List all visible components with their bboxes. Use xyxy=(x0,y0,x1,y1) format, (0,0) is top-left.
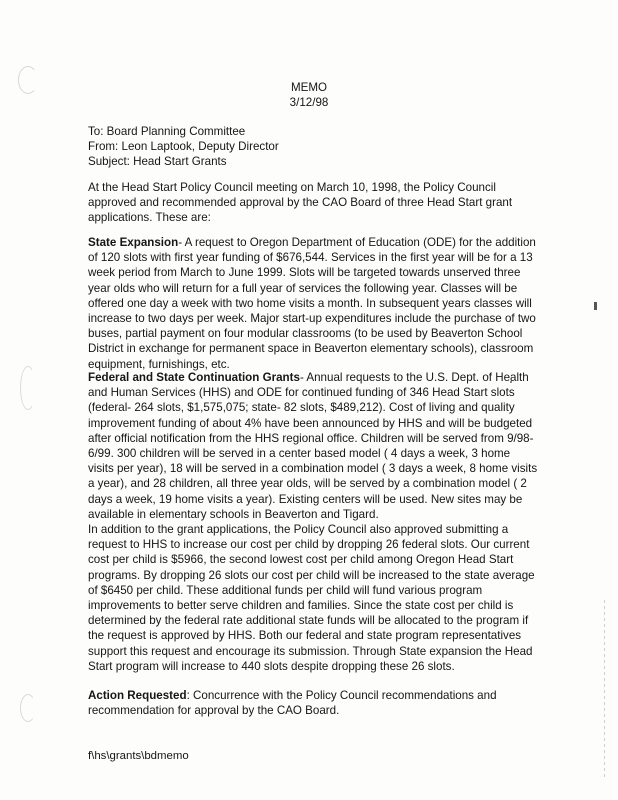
state-expansion-text: - A request to Oregon Department of Education (ODE) for the addition of 120 slots with first year funding of $676,544. Services in the first year will be for a 13 week period from March to June 1999. Slots will be targeted towards unserved three year olds who will return for a full year of services the following year. Classes will be offered one day a week with two home visits a month. In subsequent years classes will increase to two days per week. Major start-up expenditures include the purchase of two buses, partial payment on four modular classrooms (to be used by Beaverton School District in exchange for permanent space in Beaverton elementary schools), classroom equipment, furnishings, etc. xyxy=(88,236,536,371)
memo-subject: Subject: Head Start Grants xyxy=(88,155,227,169)
federal-state-paragraph xyxy=(88,370,538,522)
state-expansion-paragraph xyxy=(88,235,538,372)
scan-speck xyxy=(594,302,597,310)
punch-hole-mark xyxy=(20,366,36,410)
memo-address-block xyxy=(88,124,548,170)
federal-state-text: - Annual requests to the U.S. Dept. of Health and Human Services (HHS) and ODE for continued funding of 346 Head Start slots (federal- 264 slots, $1,575,075; state- 82 slots, $489,212). Cost of living and quality improvement funding of about 4% have been announced by HHS and will be budgeted after official notification from the HHS regional office. Children will be served from 9/98-6/99. 300 children will be served in a center based model ( 4 days a week, 3 home visits per year), 18 will be served in a combination model ( 3 days a week, 8 home visits a year), and 28 children, all three year olds, will be served by a combination model ( 2 days a week, 19 home visits a year). Existing centers will be used. New sites may be available in elementary schools in Beaverton and Tigard. xyxy=(88,371,538,521)
file-path: f\hs\grants\bdmemo xyxy=(88,750,189,762)
scan-edge xyxy=(604,600,605,780)
memo-title: MEMO xyxy=(290,81,328,94)
memo-date: 3/12/98 xyxy=(289,96,329,109)
action-paragraph xyxy=(88,688,538,718)
federal-state-heading: Federal and State Continuation Grants xyxy=(88,371,300,384)
addition-paragraph: In addition to the grant applications, the Policy Council also approved submitting a request to HHS to increase our cost per child by dropping 26 federal slots. Our current cost per child is $5966, the second lowest cost per child among Oregon Head Start programs. By dropping 26 slots our cost per child will be increased to the state average of $6450 per child. These additional funds per child will fund various program improvements to better serve children and families. Since the state cost per child is determined by the federal rate additional state funds will be allocated to the program if the request is approved by HHS. Both our federal and state program representatives support this request and encourage its submission. Through State expansion the Head Start program will increase to 440 slots despite dropping these 26 slots. xyxy=(88,523,535,673)
intro-paragraph: At the Head Start Policy Council meeting on March 10, 1998, the Policy Council approved and recommended approval by the CAO Board of three Head Start grant applications. These are: xyxy=(88,181,513,225)
memo-to: To: Board Planning Committee xyxy=(88,125,246,138)
action-text: : Concurrence with the Policy Council recommendations and recommendation for approval by the CAO Board. xyxy=(88,689,497,718)
memo-from: From: Leon Laptook, Deputy Director xyxy=(88,140,279,154)
action-heading: Action Requested xyxy=(88,689,187,702)
state-expansion-heading: State Expansion xyxy=(88,236,179,249)
punch-hole-mark xyxy=(20,694,36,722)
